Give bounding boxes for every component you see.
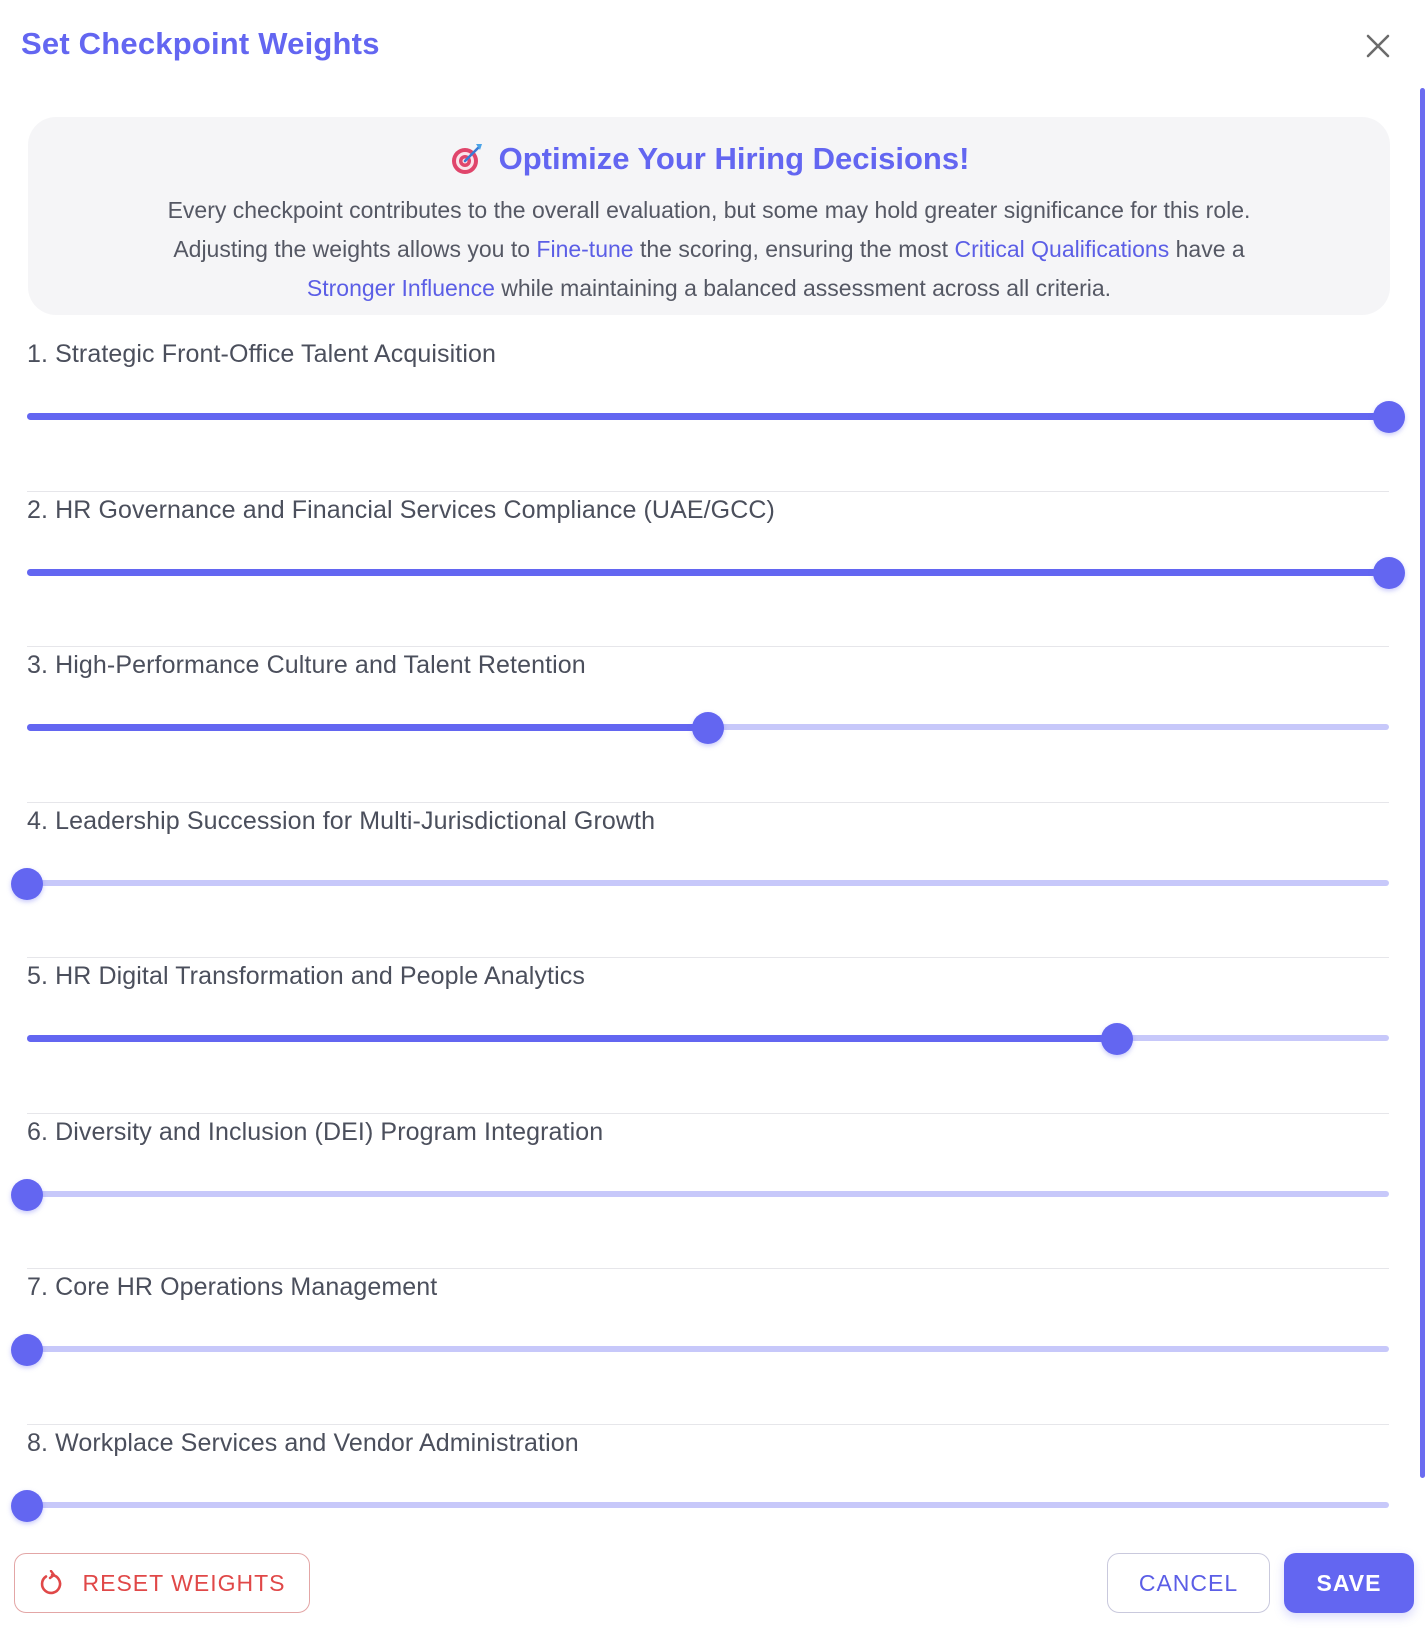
slider-fill: [27, 569, 1389, 576]
slider-thumb[interactable]: [11, 1334, 43, 1366]
info-text: Adjusting the weights allows you to: [173, 236, 537, 262]
weight-slider[interactable]: [27, 1023, 1389, 1053]
highlight-stronger-influence: Stronger Influence: [306, 275, 495, 301]
slider-thumb[interactable]: [1373, 401, 1405, 433]
weight-slider[interactable]: [27, 1179, 1389, 1209]
slider-thumb[interactable]: [11, 1490, 43, 1522]
save-button[interactable]: SAVE: [1284, 1553, 1414, 1613]
slider-fill: [27, 724, 708, 731]
cancel-button[interactable]: CANCEL: [1107, 1553, 1270, 1613]
info-banner: [28, 117, 1390, 315]
close-button[interactable]: [1362, 30, 1394, 62]
close-icon: [1365, 33, 1391, 59]
refresh-icon: [39, 1570, 63, 1596]
slider-thumb[interactable]: [692, 712, 724, 744]
checkpoint-label: 8. Workplace Services and Vendor Administration: [27, 1428, 579, 1457]
checkpoint-label: 4. Leadership Succession for Multi-Jurisdictional Growth: [27, 806, 656, 835]
highlight-fine-tune: Fine-tune: [536, 236, 634, 262]
checkpoint-label: 7. Core HR Operations Management: [27, 1273, 438, 1301]
weight-slider[interactable]: [27, 868, 1389, 898]
slider-thumb[interactable]: [11, 1179, 43, 1211]
checkpoint-item: [27, 492, 1389, 648]
checkpoint-label: 6. Diversity and Inclusion (DEI) Program Integration: [27, 1117, 604, 1146]
highlight-critical-qualifications: Critical Qualifications: [954, 236, 1170, 262]
weight-slider[interactable]: [27, 1334, 1389, 1364]
slider-track: [27, 1502, 1389, 1508]
checkpoint-label: 5. HR Digital Transformation and People Analytics: [27, 962, 585, 990]
checkpoint-item: [27, 803, 1389, 959]
scrollbar[interactable]: [1420, 88, 1425, 1478]
target-dart-icon: [449, 141, 485, 177]
checkpoint-item: [27, 1114, 1389, 1270]
slider-fill: [27, 413, 1389, 420]
info-text: while maintaining a balanced assessment across all criteria.: [494, 275, 1112, 301]
checkpoint-label: 1. Strategic Front-Office Talent Acquisition: [27, 340, 496, 368]
checkpoint-label: 3. High-Performance Culture and Talent Retention: [27, 651, 586, 679]
checkpoint-item: [27, 1269, 1389, 1425]
dialog-footer: [0, 1553, 1426, 1615]
slider-fill: [27, 1035, 1117, 1042]
weight-slider[interactable]: [27, 557, 1389, 587]
checkpoint-label: 2. HR Governance and Financial Services Compliance (UAE/GCC): [27, 495, 775, 524]
checkpoint-list: [27, 336, 1389, 1580]
info-heading-text: Optimize Your Hiring Decisions!: [498, 141, 970, 176]
info-text: have a: [1169, 236, 1245, 262]
info-line-1: Every checkpoint contributes to the overall evaluation, but some may hold greater significance for this role.: [167, 197, 1251, 223]
slider-thumb[interactable]: [11, 868, 43, 900]
dialog-title: Set Checkpoint Weights: [21, 26, 380, 61]
checkpoint-item: [27, 336, 1389, 492]
info-line-3: [68, 269, 1350, 308]
slider-track: [27, 1346, 1389, 1352]
info-text: the scoring, ensuring the most: [633, 236, 955, 262]
weight-slider[interactable]: [27, 401, 1389, 431]
checkpoint-item: [27, 647, 1389, 803]
weight-slider[interactable]: [27, 1490, 1389, 1520]
slider-thumb[interactable]: [1101, 1023, 1133, 1055]
reset-weights-label: RESET WEIGHTS: [82, 1569, 286, 1596]
slider-track: [27, 1191, 1389, 1197]
weight-slider[interactable]: [27, 712, 1389, 742]
reset-weights-button[interactable]: [14, 1553, 310, 1613]
info-line-2: [68, 230, 1350, 269]
slider-track: [27, 880, 1389, 886]
info-description: [28, 191, 1390, 308]
checkpoint-item: [27, 958, 1389, 1114]
slider-thumb[interactable]: [1373, 557, 1405, 589]
info-heading: [28, 137, 1390, 181]
